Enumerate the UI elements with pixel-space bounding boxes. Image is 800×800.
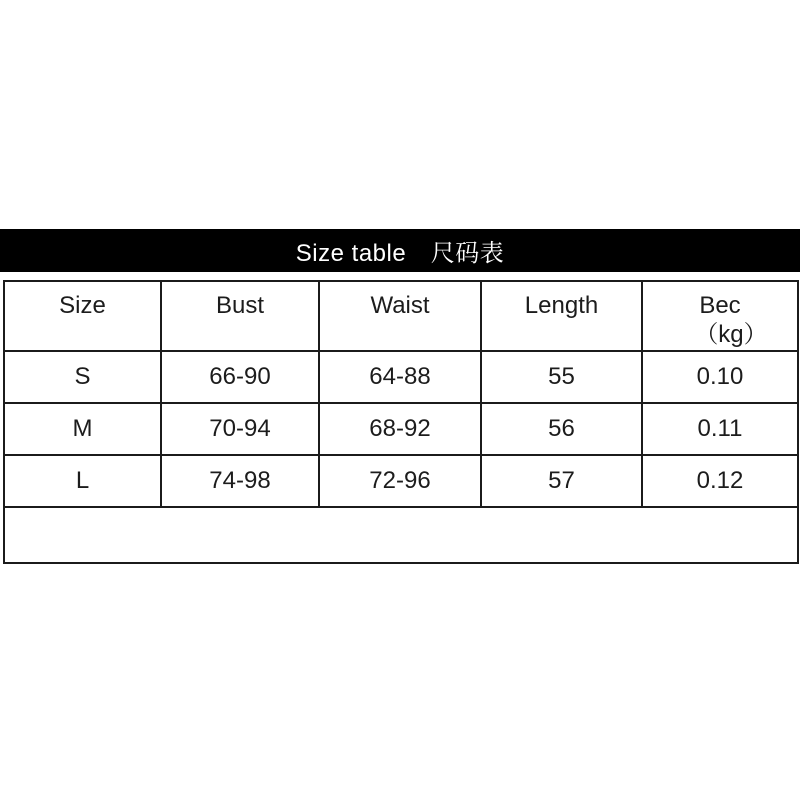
table-row bbox=[4, 403, 798, 455]
column-header-length: Length bbox=[481, 281, 642, 351]
cell-size: L bbox=[4, 455, 161, 507]
column-header-bec-label: Bec bbox=[699, 292, 741, 319]
cell-bec: 0.12 bbox=[642, 455, 798, 507]
page-title: Size table 尺码表 bbox=[295, 240, 505, 267]
cell-size: M bbox=[4, 403, 161, 455]
cell-bust: 70-94 bbox=[161, 403, 319, 455]
empty-footer-row bbox=[4, 507, 798, 563]
column-header-bust: Bust bbox=[161, 281, 319, 351]
cell-bec: 0.10 bbox=[642, 351, 798, 403]
table-header-row bbox=[4, 281, 798, 351]
cell-bust: 66-90 bbox=[161, 351, 319, 403]
cell-bust: 74-98 bbox=[161, 455, 319, 507]
column-header-bec bbox=[642, 281, 798, 351]
column-header-bec-unit: （kg） bbox=[694, 321, 768, 348]
size-table bbox=[3, 280, 799, 564]
cell-length: 55 bbox=[481, 351, 642, 403]
cell-size: S bbox=[4, 351, 161, 403]
column-header-size: Size bbox=[4, 281, 161, 351]
cell-waist: 68-92 bbox=[319, 403, 481, 455]
cell-length: 56 bbox=[481, 403, 642, 455]
column-header-waist: Waist bbox=[319, 281, 481, 351]
cell-waist: 72-96 bbox=[319, 455, 481, 507]
table-row bbox=[4, 455, 798, 507]
cell-length: 57 bbox=[481, 455, 642, 507]
table-row bbox=[4, 351, 798, 403]
cell-bec: 0.11 bbox=[642, 403, 798, 455]
cell-waist: 64-88 bbox=[319, 351, 481, 403]
title-bar bbox=[0, 229, 800, 272]
empty-footer-cell bbox=[4, 507, 798, 563]
